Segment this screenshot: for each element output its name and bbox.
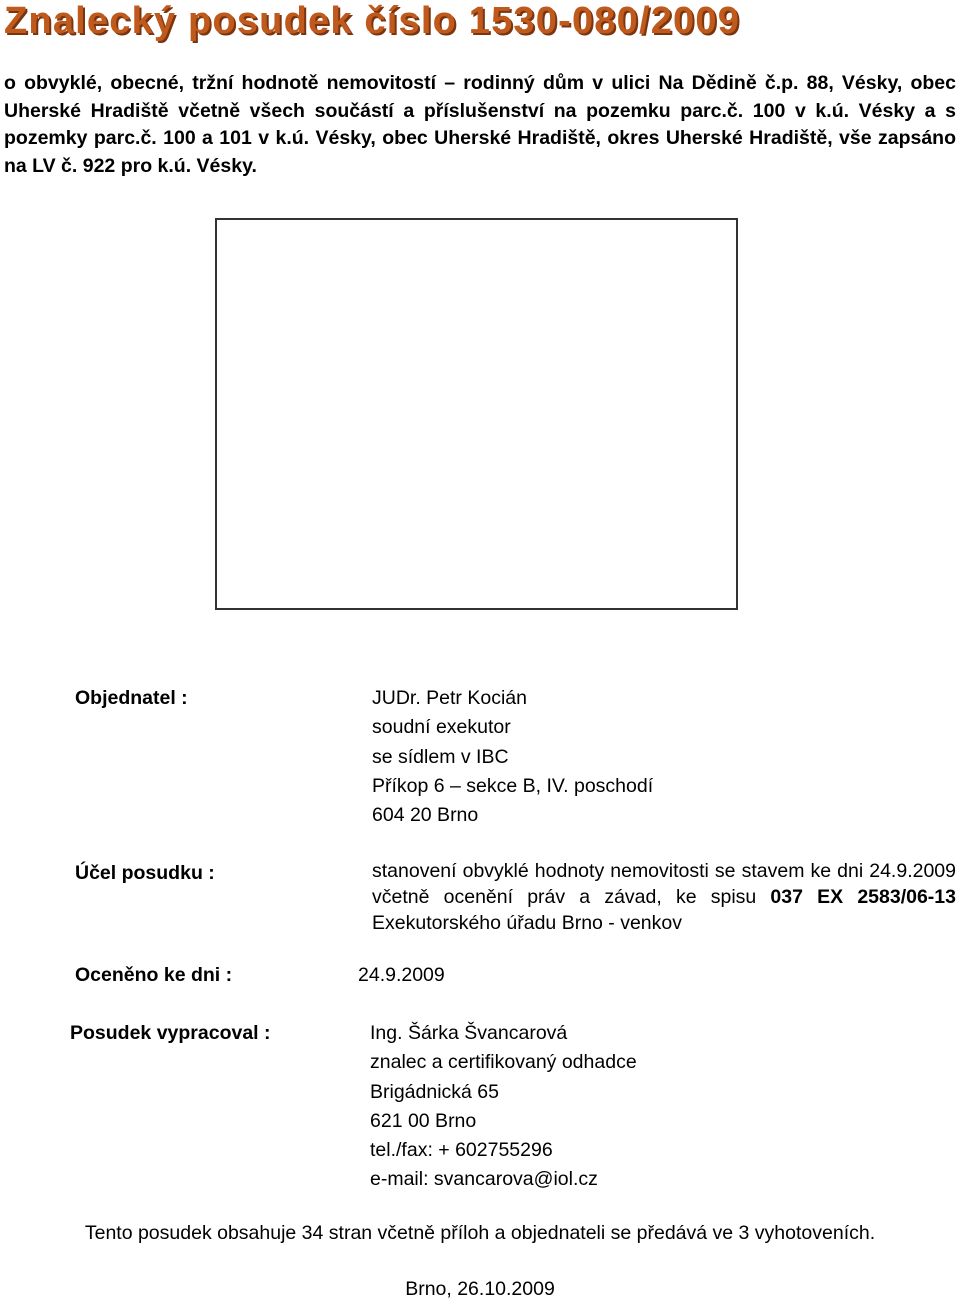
client-details: [372, 684, 653, 830]
author-line: Brigádnická 65: [370, 1080, 499, 1103]
purpose-text-after: Exekutorského úřadu Brno - venkov: [372, 912, 683, 934]
client-label: Objednatel :: [75, 687, 188, 709]
client-line: se sídlem v IBC: [372, 745, 509, 768]
purpose-text-before: stanovení obvyklé hodnoty nemovitosti se stavem ke dni 24.9.2009 včetně ocenění práv a závad, ke spisu: [372, 860, 956, 908]
property-photo-frame: [215, 218, 738, 610]
author-label: Posudek vypracoval :: [70, 1022, 271, 1044]
purpose-label: Účel posudku :: [75, 862, 215, 884]
author-line: znalec a certifikovaný odhadce: [370, 1051, 637, 1074]
document-subject: o obvyklé, obecné, tržní hodnotě nemovitostí – rodinný dům v ulici Na Dědině č.p. 88, Vésky, obec Uherské Hradiště včetně všech součástí a příslušenství na pozemku parc.č. 100 v k.ú. Vésky a s pozemky parc.č. 100 a 101 v k.ú. Vésky, obec Uherské Hradiště, okres Uherské Hradiště, vše zapsáno na LV č. 922 pro k.ú. Vésky.: [4, 72, 956, 177]
author-line: tel./fax: + 602755296: [370, 1139, 553, 1162]
document-title: Znalecký posudek číslo 1530-080/2009: [4, 0, 741, 42]
purpose-text: [372, 858, 956, 936]
author-details: [370, 1019, 637, 1195]
place-and-date: Brno, 26.10.2009: [405, 1278, 555, 1300]
author-line: 621 00 Brno: [370, 1109, 477, 1132]
author-line: Ing. Šárka Švancarová: [370, 1022, 568, 1044]
valuation-date-label: Oceněno ke dni :: [75, 964, 233, 986]
page-count-note: Tento posudek obsahuje 34 stran včetně příloh a objednateli se předává ve 3 vyhotoveních.: [84, 1222, 876, 1244]
author-line: e-mail: svancarova@iol.cz: [370, 1168, 598, 1191]
purpose-file-number: 037 EX 2583/06-13: [770, 886, 956, 908]
client-line: soudní exekutor: [372, 716, 511, 739]
client-line: Příkop 6 – sekce B, IV. poschodí: [372, 774, 654, 797]
valuation-date-value: 24.9.2009: [358, 964, 445, 986]
client-line: JUDr. Petr Kocián: [372, 687, 527, 709]
client-line: 604 20 Brno: [372, 804, 479, 827]
